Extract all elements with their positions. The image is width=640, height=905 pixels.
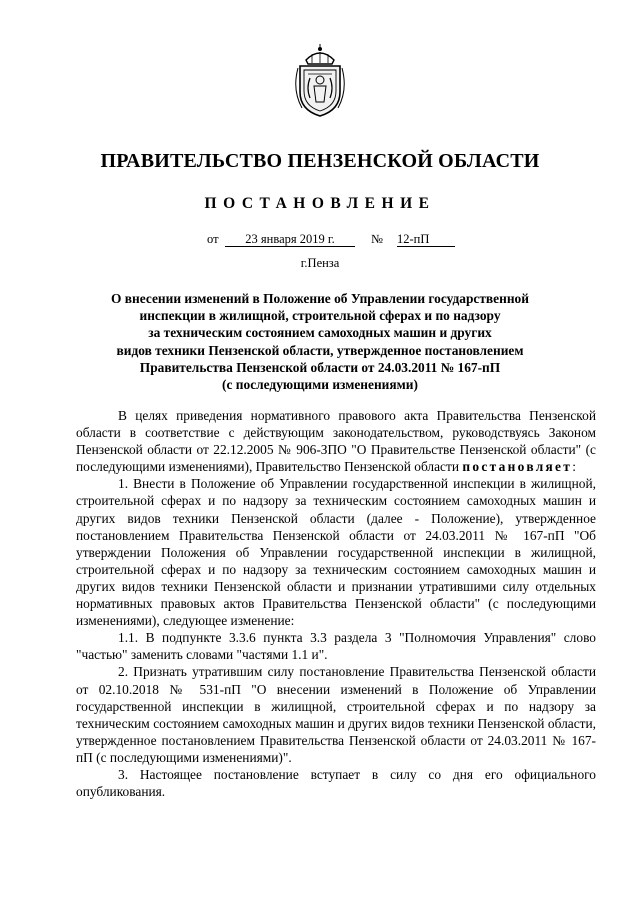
subject-line: (с последующими изменениями) [222, 377, 418, 393]
document-date: 23 января 2019 г. [225, 232, 355, 247]
date-from-label: от [207, 232, 219, 246]
item-1: 1. Внести в Положение об Управлении государственной инспекции в жилищной, строительной сферах и по надзору за техническим состоянием самоходных машин и других видов техники Пензенской области (далее - Положение), утвержденное постановлением Правительства Пензенской области от 24.03.2011 № 167-пП "Об утверждении Положения об Управлении государственной инспекции в жилищной, строительной сферах и по надзору за техническим состоянием самоходных машин и других видов техники Пензенской области и признании утратившими силу отдельных нормативных правовых актов Правительства Пензенской области" (с последующими изменениями), следующее изменение: [76, 476, 596, 629]
city: г.Пенза [300, 256, 340, 270]
subject-line: Правительства Пензенской области от 24.03.2011 № 167-пП [139, 359, 501, 375]
document-subject [60, 290, 580, 393]
item-3: 3. Настоящее постановление вступает в силу со дня его официального опубликования. [76, 766, 596, 800]
subject-line: видов техники Пензенской области, утвержденное постановлением [116, 342, 524, 358]
number-label: № [371, 232, 383, 246]
decree-word: постановляет [462, 459, 573, 475]
preamble-text: В целях приведения нормативного правового акта Правительства Пензенской области в соответствие с действующим законодательством, руководствуясь Законом Пензенской области от 22.12.2005 № 906-ЗПО "О Правительстве Пензенской области" (с последующими изменениями), Правительство Пензенской области [76, 408, 596, 475]
subject-line: О внесении изменений в Положение об Управлении государственной [111, 291, 529, 306]
government-title: ПРАВИТЕЛЬСТВО ПЕНЗЕНСКОЙ ОБЛАСТИ [100, 150, 540, 172]
decree-colon: : [572, 459, 576, 475]
preamble-paragraph [76, 407, 596, 475]
item-2: 2. Признать утратившим силу постановление Правительства Пензенской области от 02.10.2018 № 531-пП "О внесении изменений в Положение об Управлении государственной инспекции в жилищной, строительной сферах и по надзору за техническим состоянием самоходных машин и других видов техники Пензенской области, утвержденное постановлением Правительства Пензенской области от 24.03.2011 № 167-пП (с последующими изменениями)". [76, 664, 596, 765]
document-type: ПОСТАНОВЛЕНИЕ [204, 195, 436, 212]
coat-of-arms-icon [292, 44, 348, 120]
document-number: 12-пП [397, 232, 455, 247]
document-body [76, 407, 596, 800]
date-number-line [0, 232, 640, 248]
subject-line: за техническим состоянием самоходных машин и других [148, 325, 492, 341]
subject-line: инспекции в жилищной, строительной сферах и по надзору [139, 308, 501, 324]
item-1-1: 1.1. В подпункте 3.3.6 пункта 3.3 раздела 3 "Полномочия Управления" слово "частью" заменить словами "частями 1.1 и". [76, 630, 596, 663]
